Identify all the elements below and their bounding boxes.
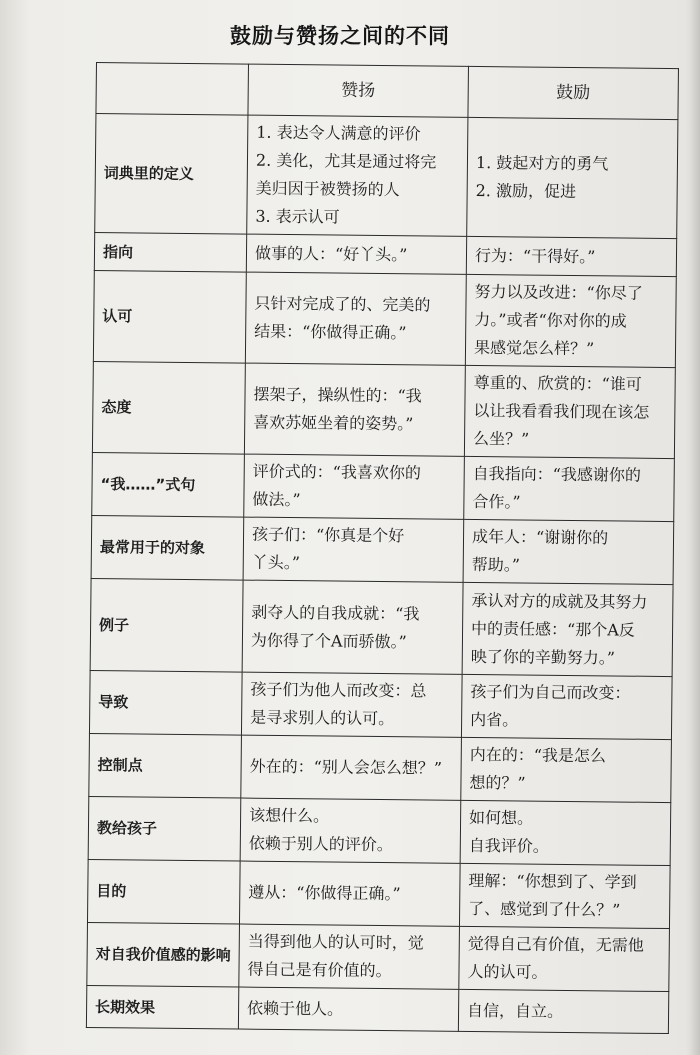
row-label: 导致 <box>89 670 242 735</box>
cell-line: 映了你的辛勤努力。” <box>470 646 616 667</box>
cell-line: 只针对完成了的、完美的 <box>254 293 431 315</box>
cell-line: 喜欢苏姬坐着的姿势。” <box>253 412 414 434</box>
praise-cell <box>239 924 460 989</box>
cell-line: 孩子们为他人而改变：总 <box>250 679 427 701</box>
header-label-cell <box>96 63 249 116</box>
table-row <box>93 270 676 367</box>
table-row <box>91 515 674 584</box>
cell-line: 自我指向：“我感谢你的 <box>472 463 641 485</box>
row-label: 控制点 <box>89 733 242 798</box>
cell-line: 评价式的：“我喜欢你的 <box>252 461 422 483</box>
row-label: 认可 <box>93 270 246 363</box>
cell-line: 内在的：“我是怎么 <box>469 744 607 766</box>
cell-line: 得自己是有价值的。 <box>247 959 392 981</box>
comparison-table-wrapper <box>86 62 678 1034</box>
cell-line: 孩子们为自己而改变： <box>470 681 631 703</box>
cell-line: 剥夺人的自我成就：“我 <box>251 602 420 623</box>
row-label: 对自我价值感的影响 <box>87 922 240 987</box>
praise-cell <box>238 987 458 1031</box>
cell-line: 帮助。” <box>471 554 521 575</box>
table-row <box>92 452 675 521</box>
encourage-cell <box>458 989 668 1033</box>
table-row <box>89 670 672 739</box>
row-label: 教给孩子 <box>88 796 241 861</box>
cell-line: 尊重的、欣赏的：“谁可 <box>473 372 642 394</box>
cell-line: 努力以及改进：“你尽了 <box>474 281 643 303</box>
encourage-cell <box>464 456 675 521</box>
cell-line: 孩子们：“你真是个好 <box>251 524 405 546</box>
table-row <box>94 232 676 276</box>
encourage-cell <box>466 236 676 276</box>
cell-line: 觉得自己有价值，无需他 <box>467 933 644 955</box>
encourage-cell <box>459 863 670 928</box>
cell-line: 自我评价。 <box>468 835 549 856</box>
table-row <box>90 578 673 676</box>
cell-line: 外在的：“别人会怎么想？” <box>249 756 443 778</box>
cell-line: 美归因于被赞扬的人 <box>255 178 400 200</box>
header-praise: 赞扬 <box>248 64 469 117</box>
cell-line: 承认对方的成就及其努力 <box>471 590 648 612</box>
praise-cell <box>244 363 465 456</box>
page-title: 鼓励与赞扬之间的不同 <box>230 24 450 48</box>
cell-line: 为你得了个A而骄傲。” <box>250 630 407 651</box>
cell-line: 是寻求别人的认可。 <box>250 707 395 729</box>
encourage-cell <box>465 274 676 367</box>
comparison-table <box>86 62 679 1034</box>
cell-line: 了、感觉到了什么？” <box>468 898 621 920</box>
praise-cell <box>245 272 466 365</box>
praise-cell <box>246 234 466 274</box>
praise-cell <box>244 454 465 519</box>
cell-line: 中的责任感：“那个A反 <box>470 618 635 640</box>
page-edge-shadow <box>686 0 700 1055</box>
cell-line: 成年人：“谢谢你的 <box>471 526 609 548</box>
cell-line: 遵从：“你做得正确。” <box>248 882 401 904</box>
cell-line: 3. 表示认可 <box>255 206 340 227</box>
praise-cell <box>240 798 461 863</box>
cell-line: 合作。” <box>472 491 521 512</box>
cell-line: 2. 激励，促进 <box>475 180 577 202</box>
cell-line: 内省。 <box>470 709 519 730</box>
cell-line: 1. 鼓起对方的勇气 <box>475 152 609 174</box>
cell-line: 自信，自立。 <box>466 1000 564 1021</box>
table-row <box>95 114 678 239</box>
encourage-cell <box>462 582 673 676</box>
row-label: 例子 <box>90 578 243 672</box>
cell-line: 如何想。 <box>469 807 534 828</box>
encourage-cell <box>464 365 675 458</box>
encourage-cell <box>460 800 671 865</box>
table-row <box>88 796 671 865</box>
cell-line: 依赖于他人。 <box>247 998 344 1019</box>
encourage-cell <box>459 926 670 991</box>
praise-cell <box>247 115 468 236</box>
cell-line: 想的？” <box>469 772 526 793</box>
praise-cell <box>241 735 462 800</box>
cell-line: 做法。” <box>252 489 301 510</box>
cell-line: 该想什么。 <box>249 805 330 826</box>
cell-line: 么坐？” <box>472 428 530 449</box>
header-encourage: 鼓励 <box>468 66 679 119</box>
encourage-cell <box>461 674 672 739</box>
row-label: 态度 <box>92 361 245 454</box>
row-label: 指向 <box>94 232 246 272</box>
table-row <box>92 361 675 458</box>
encourage-cell <box>463 519 674 584</box>
row-label: 目的 <box>87 859 240 924</box>
cell-line: 做事的人：“好丫头。” <box>254 243 408 264</box>
cell-line: 当得到他人的认可时，觉 <box>247 931 424 953</box>
cell-line: 依赖于别人的评价。 <box>248 833 393 855</box>
cell-line: 果感觉怎么样？” <box>473 337 595 359</box>
praise-cell <box>243 517 464 582</box>
table-row <box>86 985 668 1033</box>
cell-line: 丫头。” <box>251 552 301 573</box>
praise-cell <box>242 580 463 674</box>
row-label: “我……”式句 <box>92 452 245 517</box>
header-row <box>96 63 679 120</box>
cell-line: 摆架子，操纵性的：“我 <box>253 384 422 406</box>
encourage-cell <box>467 117 678 238</box>
cell-line: 2. 美化，尤其是通过将完 <box>255 150 437 172</box>
cell-line: 结果：“你做得正确。” <box>254 321 407 343</box>
table-row <box>87 859 670 928</box>
table-row <box>87 922 670 991</box>
encourage-cell <box>461 737 672 802</box>
cell-line: 人的认可。 <box>467 961 548 982</box>
row-label: 词典里的定义 <box>95 114 248 235</box>
cell-line: 1. 表达令人满意的评价 <box>256 122 421 144</box>
cell-line: 理解：“你想到了、学到 <box>468 870 637 892</box>
row-label: 最常用于的对象 <box>91 515 244 580</box>
cell-line: 行为：“干得好。” <box>474 245 596 266</box>
row-label: 长期效果 <box>86 985 238 1029</box>
cell-line: 力。”或者“你对你的成 <box>474 309 627 331</box>
cell-line: 以让我看看我们现在该怎 <box>473 400 650 422</box>
praise-cell <box>239 861 460 926</box>
table-row <box>89 733 672 802</box>
table-body <box>86 114 678 1034</box>
praise-cell <box>241 672 462 737</box>
